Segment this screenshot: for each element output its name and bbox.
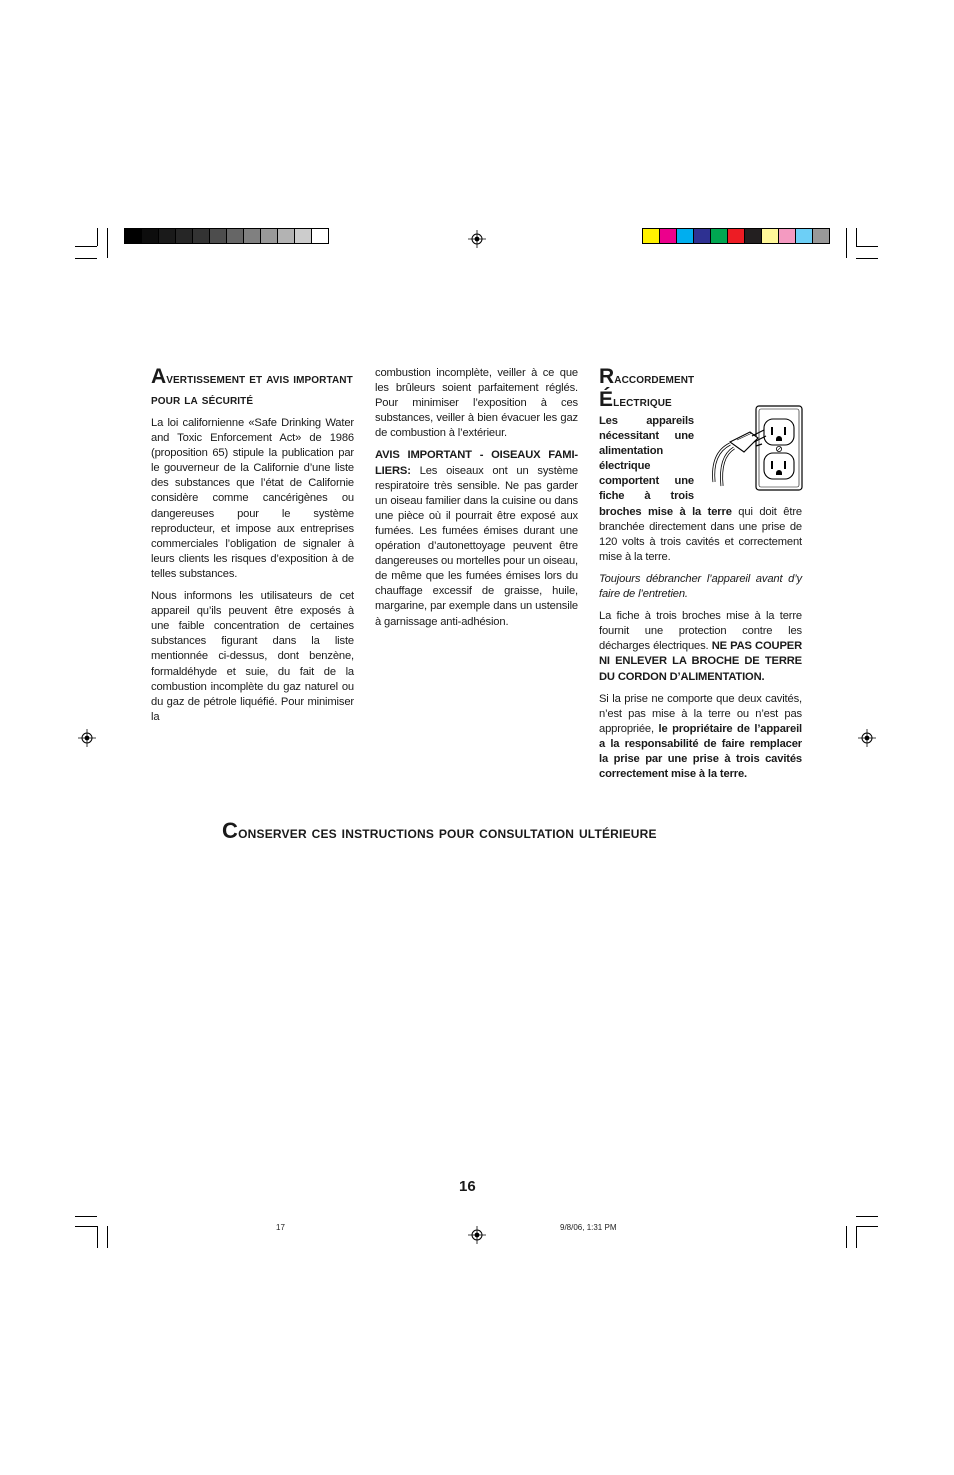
protection-paragraph: La fiche à trois broches mise à la terre fournit une protection contre les décharges électriques. NE PAS COUPER NI ENLEVER LA BROCHE DE TERRE DU CORDON D’ALIMENTATION. [599, 610, 802, 683]
unplug-note: Toujours débrancher l’appareil avant d’y faire de l’entretien. [599, 572, 802, 601]
electrical-heading: Raccordement Électrique [599, 365, 695, 411]
calibration-swatch [261, 229, 278, 243]
calibration-swatch [796, 229, 813, 243]
crop-mark [97, 1226, 98, 1248]
calibration-swatch [745, 229, 762, 243]
calibration-swatch [278, 229, 295, 243]
page-number: 16 [459, 1178, 476, 1195]
calibration-swatch [125, 229, 142, 243]
grounded-outlet-illustration [704, 402, 806, 494]
calibration-swatch [159, 229, 176, 243]
replacement-paragraph: Si la prise ne comporte que deux cavités, n’est pas mise à la terre ou n’est pas appropriée, le propriétaire de l’appareil a la responsabilité de faire remplacer la prise par une prise à trois cavités correctement mise à la terre. [599, 692, 802, 781]
warning-column-1 [151, 366, 354, 732]
birds-paragraph: AVIS IMPORTANT - OISEAUX FAMI-LIERS: Les oiseaux ont un système respiratoire très sensible. Ne pas garder un oiseau familier dans la cuisine ou dans une pièce où il pourrait être exposé aux fumées. Les fumées émises durant une opération d’autonettoyage peuvent être dangereuses ou mortelles pour un oiseau, de même que les fumées émises lors du chauffage excessif de graisse, huile, margarine, par exemple dans un ustensile à garnissage anti-adhésion. [375, 449, 578, 628]
crop-mark [856, 1226, 878, 1227]
calibration-swatch [312, 229, 328, 243]
calibration-swatch [193, 229, 210, 243]
calibration-swatch [711, 229, 728, 243]
warning-heading: Avertissement et avis important pour la sécurité [151, 365, 353, 407]
calibration-swatch [762, 229, 779, 243]
crop-mark [107, 228, 108, 258]
birds-label: AVIS IMPORTANT - OISEAUX FAMI-LIERS: [375, 449, 578, 477]
crop-mark [846, 1226, 847, 1248]
slug-file-number: 17 [276, 1223, 285, 1232]
combustion-paragraph: combustion incomplète, veiller à ce que les brûleurs soient parfaitement réglés. Pour minimiser l’exposition à ces substances, veiller à bien évacuer les gaz de combustion à l’extérieur. [375, 367, 578, 440]
calibration-swatch [295, 229, 312, 243]
registration-mark-icon [858, 729, 876, 747]
registration-mark-icon [468, 230, 486, 248]
calibration-swatch [779, 229, 796, 243]
crop-mark [107, 1226, 108, 1248]
crop-mark [856, 246, 878, 247]
calibration-swatch [660, 229, 677, 243]
calibration-swatch [813, 229, 829, 243]
crop-mark [75, 1216, 97, 1217]
crop-mark [856, 228, 857, 246]
crop-mark [856, 1216, 878, 1217]
calibration-swatch [677, 229, 694, 243]
crop-mark [846, 228, 847, 258]
calibration-swatch [244, 229, 261, 243]
save-instructions-heading: Conserver ces instructions pour consultation ultérieure [222, 818, 657, 843]
calibration-swatch [227, 229, 244, 243]
color-calibration-bar [642, 228, 830, 244]
calibration-swatch [728, 229, 745, 243]
crop-mark [75, 1226, 97, 1227]
grayscale-calibration-bar [124, 228, 329, 244]
calibration-swatch [643, 229, 660, 243]
crop-mark [856, 258, 878, 259]
calibration-swatch [142, 229, 159, 243]
prop65-paragraph: La loi californienne «Safe Drinking Water and Toxic Enforcement Act» de 1986 (proposition 65) stipule la publication par le gouverneur de la Californie d’une liste des substances que l’état de Californie considère comme cancérigènes ou dangereuses pour le système reproducteur, et impose aux entreprises commerciales l’obligation de signaler à leurs clients les risques d’exposition à de telles substances. [151, 417, 354, 580]
exposure-paragraph: Nous informons les utilisateurs de cet appareil qu’ils peuvent être exposés à une faible concentration de certaines substances figurant dans la liste mentionnée ci-dessus, dont benzène, formaldéhyde et suie, du fait de la combustion incomplète du gaz naturel ou du gaz de pétrole liquéfié. Pour minimiser la [151, 590, 354, 723]
calibration-swatch [210, 229, 227, 243]
calibration-swatch [694, 229, 711, 243]
slug-timestamp: 9/8/06, 1:31 PM [560, 1223, 617, 1232]
registration-mark-icon [78, 729, 96, 747]
crop-mark [97, 228, 98, 246]
crop-mark [75, 246, 97, 247]
crop-mark [75, 258, 97, 259]
crop-mark [856, 1226, 857, 1248]
calibration-swatch [176, 229, 193, 243]
registration-mark-icon [468, 1226, 486, 1244]
warning-column-2 [375, 366, 578, 637]
grounded-plug-paragraph: Les appareils nécessitant une alimentation électrique comportent une fiche à trois broches mise à la terre qui doit être branchée directement dans une prise de 120 volts à trois cavités et correctement mise à la terre. [599, 415, 802, 563]
